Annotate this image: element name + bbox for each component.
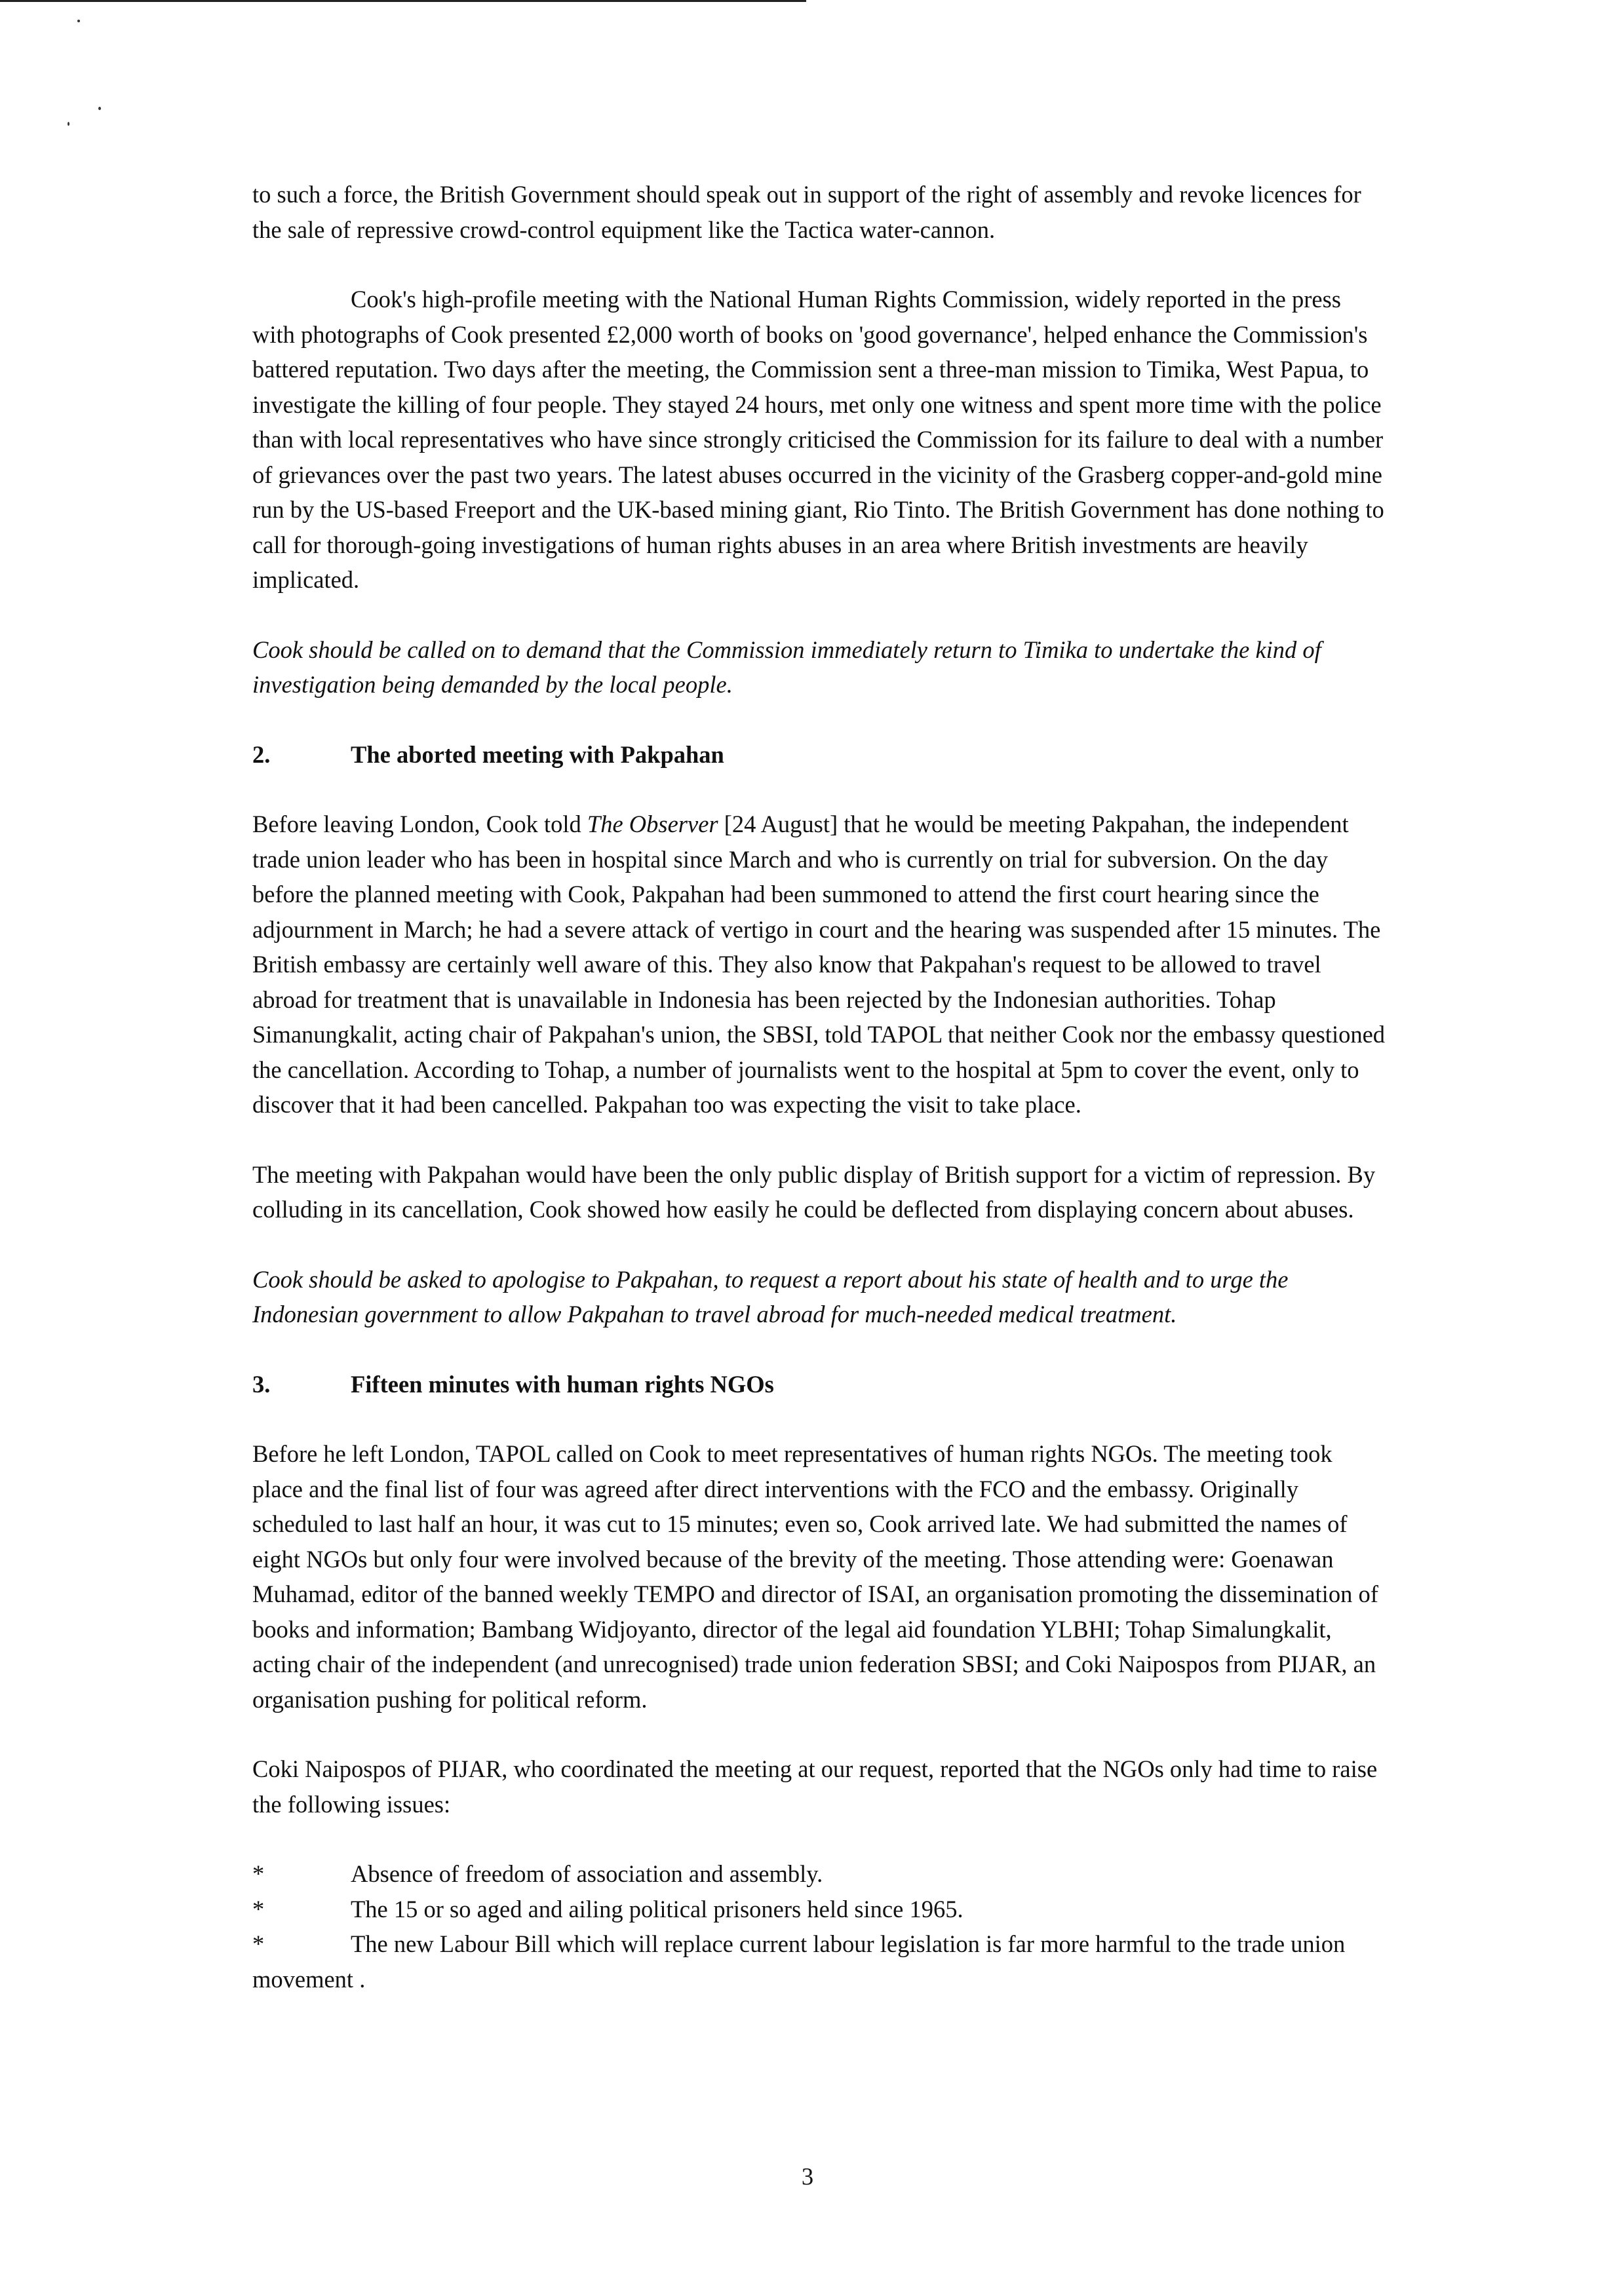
bullet-marker: * — [252, 1860, 265, 1887]
section-3-paragraph-1: Before he left London, TAPOL called on Cook to meet representatives of human rights NGOs. The meeting took place and the final list of four was agreed after direct interventions with the FCO and the embassy. Originally scheduled to last half an hour, it was cut to 15 minutes; even so, Cook arrived late. We had submitted the names of eight NGOs but only four were involved because of the brevity of the meeting. Those attending were: Goenawan Muhamad, editor of the banned weekly TEMPO and director of ISAI, an organisation promoting the dissemination of books and information; Bambang Widjoyanto, director of the legal aid foundation YLBHI; Tohap Simalungkalit, acting chair of the independent (and unrecognised) trade union federation SBSI; and Coki Naipospos from PIJAR, an organisation pushing for political reform. — [252, 1440, 1378, 1713]
section-2-demand: Cook should be asked to apologise to Pakpahan, to request a report about his state of health and to urge the Indonesian government to allow Pakpahan to travel abroad for much-needed medical treatment. — [252, 1265, 1289, 1328]
section-3-paragraph-2: Coki Naipospos of PIJAR, who coordinated the meeting at our request, reported that the NGOs only had time to raise the following issues: — [252, 1755, 1378, 1818]
section-2-paragraph-1-start: Before leaving London, Cook told — [252, 811, 587, 837]
list-item-text: The 15 or so aged and ailing political prisoners held since 1965. — [351, 1895, 963, 1923]
scan-speck — [68, 122, 69, 126]
section-3-title: Fifteen minutes with human rights NGOs — [351, 1370, 774, 1398]
scan-speck — [98, 107, 101, 110]
newspaper-title: The Observer — [587, 811, 718, 837]
bullet-marker: * — [252, 1930, 265, 1957]
bullet-marker: * — [252, 1895, 265, 1923]
paragraph-commission-demand: Cook should be called on to demand that the Commission immediately return to Timika to undertake the kind of investigation being demanded by the local people. — [252, 636, 1321, 698]
section-3-heading — [252, 1367, 1386, 1402]
scan-top-edge-line — [0, 0, 806, 2]
list-item-text: The new Labour Bill which will replace current labour legislation is far more harmful to the trade union movement . — [252, 1930, 1346, 1993]
paragraph-intro-continued: to such a force, the British Government should speak out in support of the right of assembly and revoke licences for the sale of repressive crowd-control equipment like the Tactica water-cannon. — [252, 181, 1361, 243]
list-item — [252, 1856, 1386, 1892]
list-item — [252, 1892, 1386, 1927]
section-2-number: 2. — [252, 740, 271, 768]
document-body — [252, 177, 1386, 1997]
section-2-paragraph-2: The meeting with Pakpahan would have been the only public display of British support for a victim of repression. By colluding in its cancellation, Cook showed how easily he could be deflected from displaying concern about abuses. — [252, 1160, 1376, 1223]
scan-speck — [77, 20, 80, 22]
list-item-text: Absence of freedom of association and assembly. — [351, 1860, 823, 1887]
issues-list — [252, 1856, 1386, 1997]
section-2-title: The aborted meeting with Pakpahan — [351, 740, 724, 768]
section-2-heading — [252, 737, 1386, 773]
section-2-paragraph-1 — [252, 807, 1386, 1122]
page-number: 3 — [801, 2163, 814, 2190]
paragraph-commission: Cook's high-profile meeting with the National Human Rights Commission, widely reported in the press with photographs of Cook presented £2,000 worth of books on 'good governance', helped enhance the Commission's battered reputation. Two days after the meeting, the Commission sent a three-man mission to Timika, West Papua, to investigate the killing of four people. They stayed 24 hours, met only one witness and spent more time with the police than with local representatives who have since strongly criticised the Commission for its failure to deal with a number of grievances over the past two years. The latest abuses occurred in the vicinity of the Grasberg copper-and-gold mine run by the US-based Freeport and the UK-based mining giant, Rio Tinto. The British Government has done nothing to call for thorough-going investigations of human rights abuses in an area where British investments are heavily implicated. — [252, 286, 1384, 593]
list-item — [252, 1926, 1386, 1997]
section-3-number: 3. — [252, 1370, 271, 1398]
section-2-paragraph-1-rest: [24 August] that he would be meeting Pakpahan, the independent trade union leader who has been in hospital since March and who is currently on trial for subversion. On the day before the planned meeting with Cook, Pakpahan had been summoned to attend the first court hearing since the adjournment in March; he had a severe attack of vertigo in court and the hearing was suspended after 15 minutes. The British embassy are certainly well aware of this. They also know that Pakpahan's request to be allowed to travel abroad for treatment that is unavailable in Indonesia has been rejected by the Indonesian authorities. Tohap Simanungkalit, acting chair of Pakpahan's union, the SBSI, told TAPOL that neither Cook nor the embassy questioned the cancellation. According to Tohap, a number of journalists went to the hospital at 5pm to cover the event, only to discover that it had been cancelled. Pakpahan too was expecting the visit to take place. — [252, 811, 1386, 1118]
